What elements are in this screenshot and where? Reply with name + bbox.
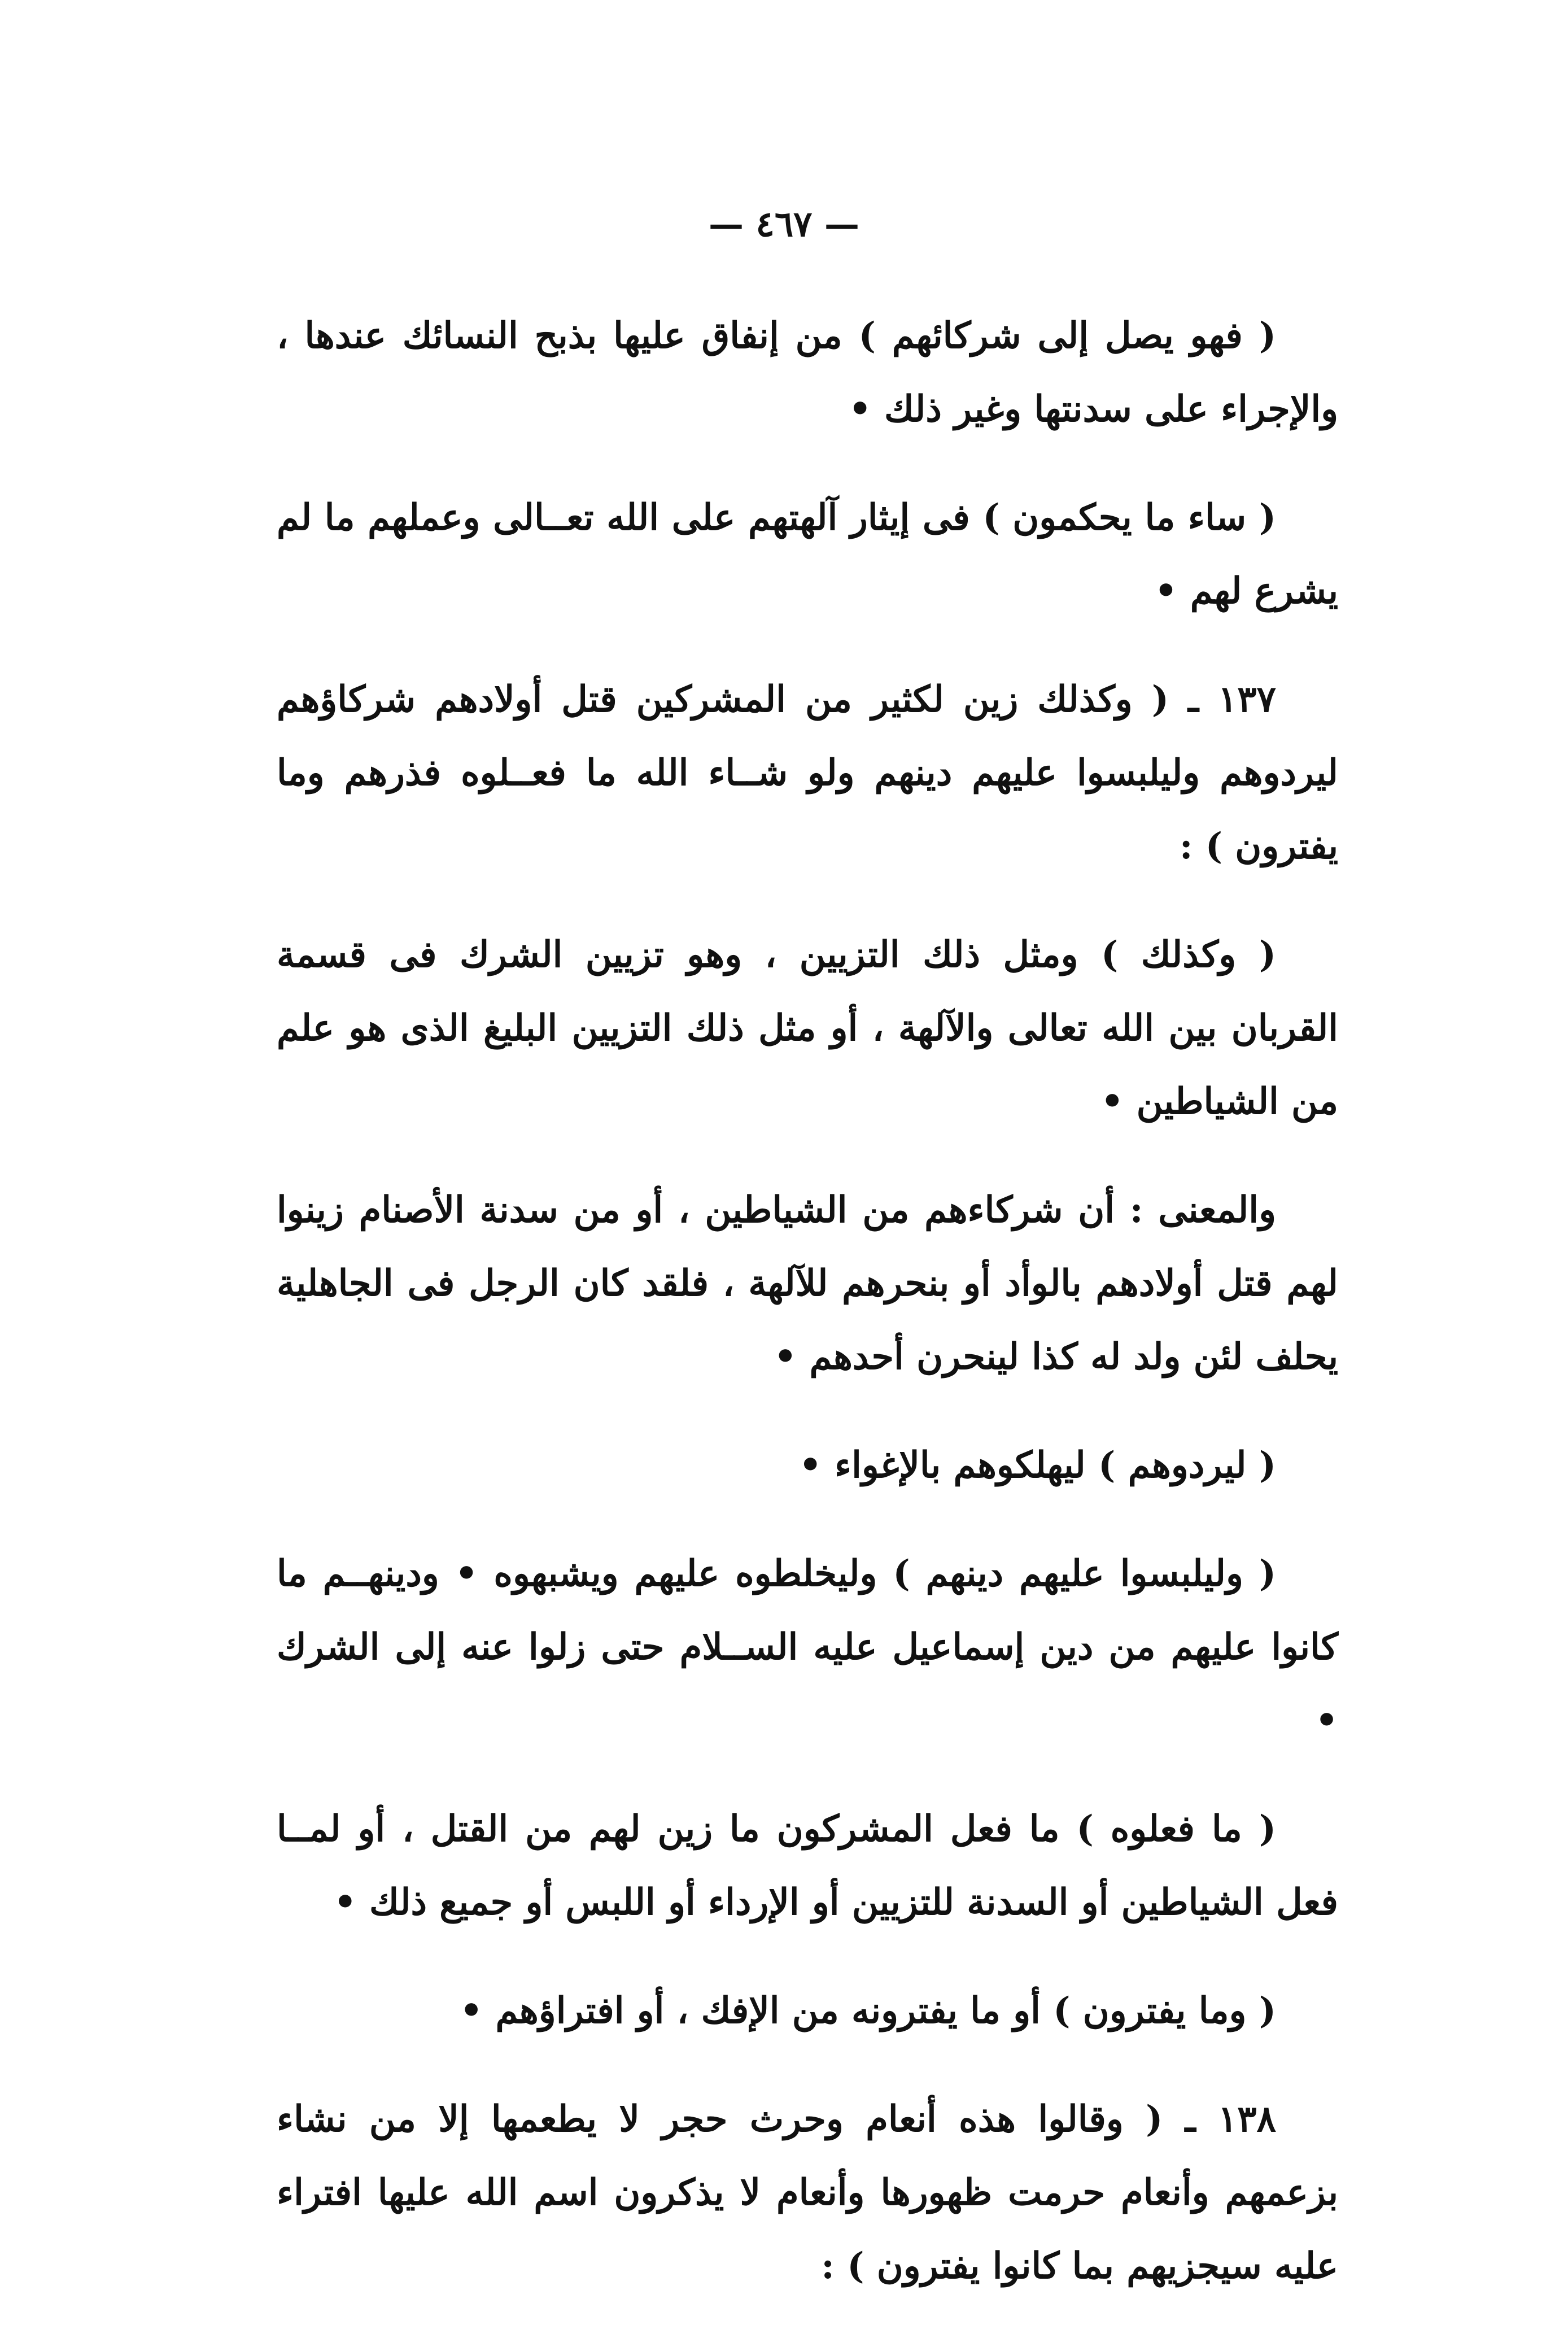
paragraph: ( ليردوهم ) ليهلكوهم بالإغواء • (798, 1444, 1276, 1486)
paragraph: ( فهو يصل إلى شركائهم ) من إنفاق عليها بذبح النسائك عندها ، والإجراء على سدنتها وغير ذلك • (277, 315, 1338, 430)
page-number: — ٤٦٧ — (708, 203, 860, 245)
paragraph: ( ساء ما يحكمون ) فى إيثار آلهتهم على الله تعــالى وعملهم ما لم يشرع لهم • (277, 496, 1338, 612)
paragraph: ( ما فعلوه ) ما فعل المشركون ما زين لهم من القتل ، أو لمــا فعل الشياطين أو السدنة للتزيين أو الإرداء أو اللبس أو جميع ذلك • (277, 1808, 1338, 1923)
body-text (277, 299, 1338, 2338)
paragraph: ١٣٨ ـ ( وقالوا هذه أنعام وحرث حجر لا يطعمها إلا من نشاء بزعمهم وأنعام حرمت ظهورها وأنعام لا يذكرون اسم الله عليها افتراء عليه سيجزيهم بما كانوا يفترون ) : (277, 2098, 1338, 2287)
paragraph: ( وكذلك ) ومثل ذلك التزيين ، وهو تزيين الشرك فى قسمة القربان بين الله تعالى والآلهة ، أو مثل ذلك التزيين البليغ الذى هو علم من الشياطين • (277, 934, 1338, 1123)
paragraph: ( وليلبسوا عليهم دينهم ) وليخلطوه عليهم ويشبهوه • ودينهــم ما كانوا عليهم من دين إسماعيل عليه الســلام حتى زلوا عنه إلى الشرك • (277, 1552, 1339, 1742)
paragraph: ( وما يفترون ) أو ما يفترونه من الإفك ، أو افتراؤهم • (460, 1990, 1276, 2032)
paragraph: ١٣٧ ـ ( وكذلك زين لكثير من المشركين قتل أولادهم شركاؤهم ليردوهم وليلبسوا عليهم دينهم ولو شــاء الله ما فعــلوه فذرهم وما يفترون ) : (277, 678, 1338, 867)
paragraph: والمعنى : أن شركاءهم من الشياطين ، أو من سدنة الأصنام زينوا لهم قتل أولادهم بالوأد أو بنحرهم للآلهة ، فلقد كان الرجل فى الجاهلية يحلف لئن ولد له كذا لينحرن أحدهم • (277, 1189, 1338, 1378)
